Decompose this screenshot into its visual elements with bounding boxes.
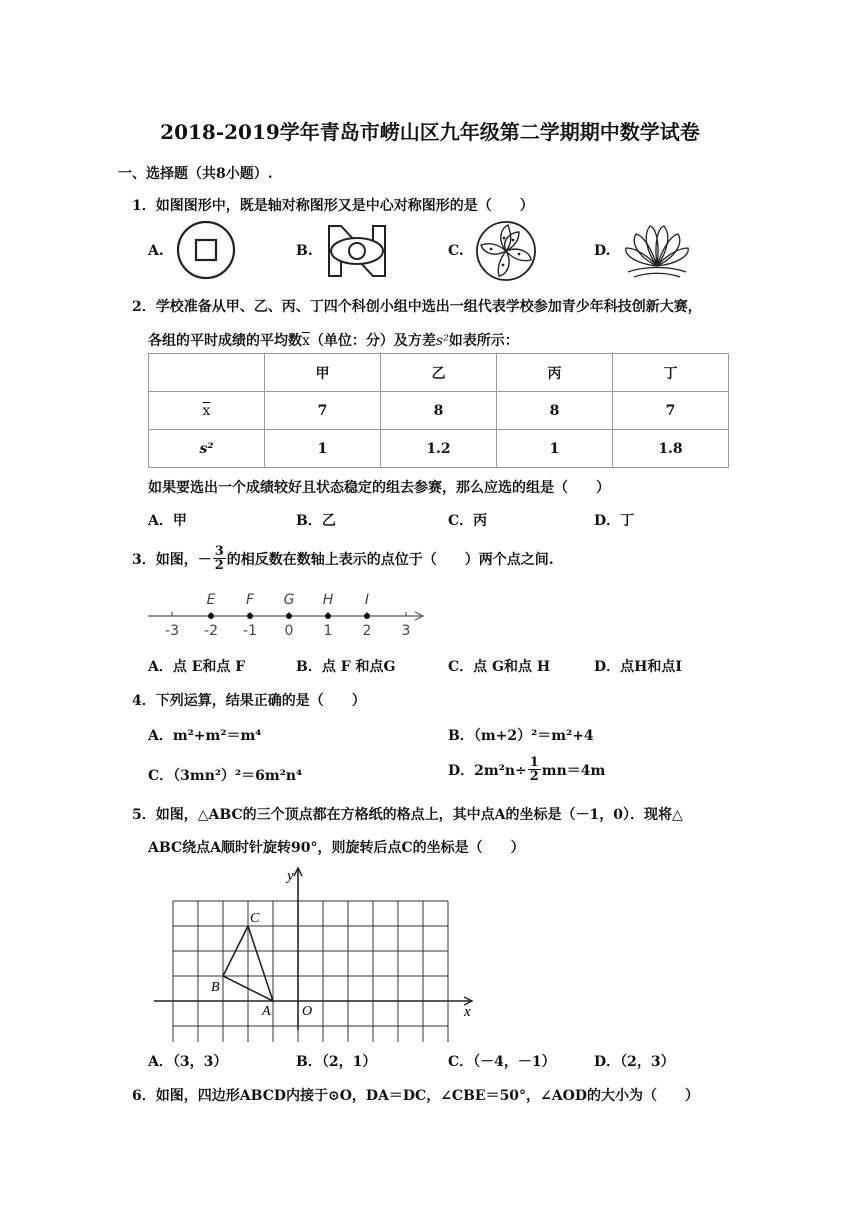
q2-option-a: A．甲 xyxy=(148,513,187,529)
q3-option-d: D．点H和点I xyxy=(594,659,682,675)
table-cell: 1 xyxy=(497,430,613,468)
table-cell: 1.2 xyxy=(381,430,497,468)
table-cell: 7 xyxy=(265,392,381,430)
table-cell: 8 xyxy=(381,392,497,430)
table-header-cell: 甲 xyxy=(265,354,381,392)
q1-option-c-label: C. xyxy=(448,243,464,259)
q3-stem xyxy=(132,545,554,572)
q4-option-d-text-a: D．2m²n÷ xyxy=(448,762,527,779)
q4-fraction-numerator: 1 xyxy=(529,755,539,770)
table-row-label: s² xyxy=(149,430,265,468)
q5-option-c: C．（－4，－1） xyxy=(448,1054,556,1070)
q5-option-a: A．（3，3） xyxy=(148,1054,228,1070)
q3-stem-text-a: 3．如图， xyxy=(132,551,198,568)
q4-fraction-denominator: 2 xyxy=(529,769,539,784)
y-axis-label: y xyxy=(287,868,294,884)
number-line-tick-label: -3 xyxy=(165,623,179,637)
q3-option-c: C．点 G和点 H xyxy=(448,659,551,675)
x-axis-label: x xyxy=(464,1004,471,1020)
q4-option-c: C．（3mn²）²＝6m²n⁴ xyxy=(148,768,303,784)
q4-option-d-text-b: mn＝4m xyxy=(541,762,606,779)
q5-option-b: B．（2，1） xyxy=(296,1054,377,1070)
q4-stem: 4．下列运算，结果正确的是（ ） xyxy=(132,693,366,709)
q2-option-c: C．丙 xyxy=(448,513,488,529)
q1-option-d-label: D. xyxy=(594,243,611,259)
q1-figure-b xyxy=(325,222,389,280)
q3-fraction-denominator: 2 xyxy=(214,558,224,573)
page-title: 2018-2019学年青岛市崂山区九年级第二学期期中数学试卷 xyxy=(160,120,700,144)
table-header-row xyxy=(149,354,729,392)
number-line-point xyxy=(208,613,214,619)
q2-mean-symbol: $\overline{x}$ xyxy=(302,333,310,349)
q1-stem: 1．如图图形中，既是轴对称图形又是中心对称图形的是（ ） xyxy=(132,198,534,214)
q5-stem-line2: ABC绕点A顺时针旋转90°，则旋转后点C的坐标是（ ） xyxy=(148,840,525,856)
q2-stem-text-b: （单位：分）及方差 xyxy=(309,333,436,349)
q3-negative-sign: － xyxy=(197,551,212,568)
q2-stem-text-a: 各组的平时成绩的平均数 xyxy=(148,333,302,349)
number-line-point-label: H xyxy=(322,592,334,608)
table-header-cell: 丁 xyxy=(613,354,729,392)
number-line-point-label: F xyxy=(245,592,255,608)
q2-stem-text-c: 如表所示： xyxy=(448,333,519,349)
q2-score-table xyxy=(148,353,729,468)
number-line-tick-label: 1 xyxy=(323,623,333,637)
table-cell: 1.8 xyxy=(613,430,729,468)
q1-figure-c xyxy=(475,220,537,282)
number-line-point-label: E xyxy=(206,592,216,608)
q1-figure-a xyxy=(175,219,237,281)
q1-option-b-label: B. xyxy=(296,243,313,259)
q3-stem-text-b: 的相反数在数轴上表示的点位于（ ）两个点之间. xyxy=(226,551,554,568)
q1-option-a-label: A. xyxy=(148,243,164,259)
table-row xyxy=(149,430,729,468)
table-cell: 1 xyxy=(265,430,381,468)
number-line-tick-label: 0 xyxy=(284,623,294,637)
number-line-point xyxy=(325,613,331,619)
point-c-label: C xyxy=(250,911,260,926)
q2-option-d: D．丁 xyxy=(594,513,635,529)
number-line-point xyxy=(364,613,370,619)
table-row-label xyxy=(149,392,265,430)
q3-fraction xyxy=(213,545,226,572)
number-line-tick-label: -2 xyxy=(204,623,218,637)
table-header-cell xyxy=(149,354,265,392)
q3-fraction-numerator: 3 xyxy=(214,544,224,559)
q4-option-d xyxy=(448,756,605,783)
number-line-point xyxy=(247,613,253,619)
table-cell: 8 xyxy=(497,392,613,430)
section-heading: 一、选择题（共8小题）. xyxy=(118,166,273,182)
table-cell: 7 xyxy=(613,392,729,430)
number-line-tick-label: 3 xyxy=(401,623,411,637)
q3-number-line xyxy=(145,585,435,637)
q5-option-d: D．（2，3） xyxy=(594,1054,675,1070)
q4-option-d-fraction xyxy=(528,756,541,783)
number-line-point xyxy=(286,613,292,619)
number-line-tick-label: 2 xyxy=(362,623,372,637)
table-row xyxy=(149,392,729,430)
q4-option-b: B．（m+2）²＝m²+4 xyxy=(448,728,594,744)
point-b-label: B xyxy=(211,980,220,995)
point-a-label: A xyxy=(262,1004,271,1019)
number-line-tick-label: -1 xyxy=(243,623,257,637)
table-header-cell: 丙 xyxy=(497,354,613,392)
number-line-point-label: I xyxy=(364,592,370,608)
q4-option-a: A．m²+m²＝m⁴ xyxy=(148,728,262,744)
q2-stem-line1: 2．学校准备从甲、乙、丙、丁四个科创小组中选出一组代表学校参加青少年科技创新大赛， xyxy=(132,299,702,315)
q3-option-b: B．点 F 和点G xyxy=(296,659,396,675)
q2-variance-symbol: s² xyxy=(435,333,449,349)
q6-stem: 6．如图，四边形ABCD内接于⊙O，DA＝DC，∠CBE＝50°，∠AOD的大小为（ ） xyxy=(132,1088,699,1104)
q3-option-a: A．点 E和点 F xyxy=(148,659,246,675)
q1-figure-d xyxy=(620,222,694,280)
q2-option-b: B．乙 xyxy=(296,513,336,529)
table-header-cell: 乙 xyxy=(381,354,497,392)
q5-coordinate-grid xyxy=(150,862,480,1042)
mean-symbol: $\overline{x}$ xyxy=(202,402,211,419)
q5-stem-line1: 5．如图，△ABC的三个顶点都在方格纸的格点上，其中点A的坐标是（－1，0）．现将△ xyxy=(132,807,683,823)
q2-stem-line2 xyxy=(148,330,519,350)
q2-followup: 如果要选出一个成绩较好且状态稳定的组去参赛，那么应选的组是（ ） xyxy=(148,480,610,496)
origin-label: O xyxy=(302,1004,313,1019)
number-line-point-label: G xyxy=(283,592,295,608)
